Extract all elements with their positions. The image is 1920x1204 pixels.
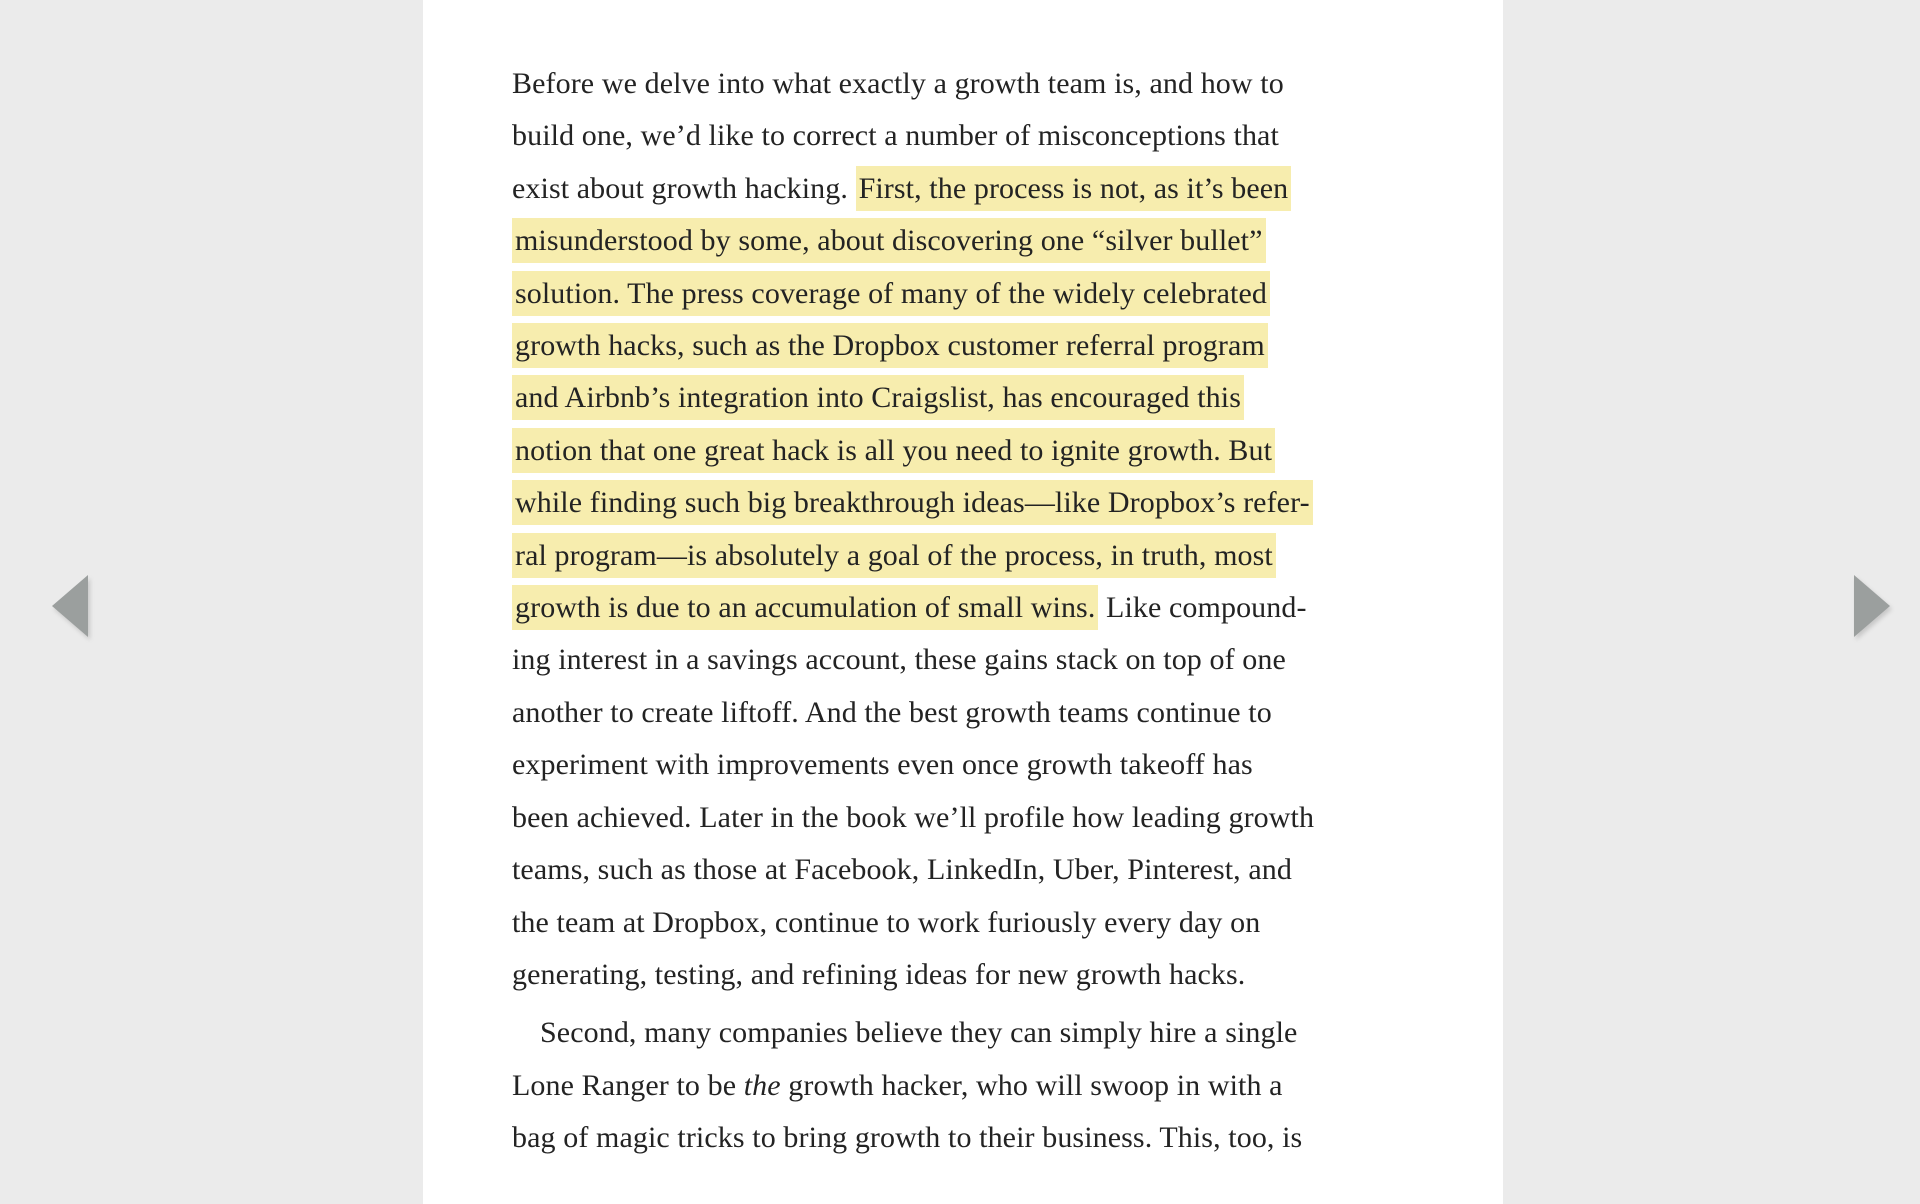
- page-text: [512, 58, 1467, 1165]
- text-line: [512, 110, 1467, 162]
- body-text: the team at Dropbox, continue to work furiously every day on: [512, 905, 1261, 939]
- text-line: [512, 582, 1467, 634]
- text-line: [512, 739, 1467, 791]
- text-line: [512, 372, 1467, 424]
- body-text: generating, testing, and refining ideas for new growth hacks.: [512, 957, 1246, 991]
- text-line: [512, 530, 1467, 582]
- body-text: bag of magic tricks to bring growth to their business. This, too, is: [512, 1121, 1303, 1155]
- body-text: exist about growth hacking.: [512, 171, 856, 205]
- text-line: [512, 268, 1467, 320]
- body-text: been achieved. Later in the book we’ll profile how leading growth: [512, 800, 1315, 834]
- body-text: growth hacker, who will swoop in with a: [780, 1068, 1283, 1102]
- highlighted-text[interactable]: solution. The press coverage of many of the widely celebrated: [512, 271, 1270, 316]
- highlighted-text[interactable]: growth is due to an accumulation of small wins.: [512, 585, 1098, 630]
- body-text: ing interest in a savings account, these gains stack on top of one: [512, 643, 1286, 677]
- paragraph: [512, 1007, 1467, 1164]
- body-text: experiment with improvements even once growth takeoff has: [512, 748, 1253, 782]
- highlighted-text[interactable]: while finding such big breakthrough ideas—like Dropbox’s refer-: [512, 480, 1313, 525]
- text-line: [512, 1060, 1467, 1112]
- book-page: [423, 0, 1503, 1204]
- text-line: [512, 425, 1467, 477]
- body-text: Second, many companies believe they can simply hire a single: [540, 1016, 1298, 1050]
- next-arrow-icon: [1854, 575, 1890, 637]
- body-text: build one, we’d like to correct a number of misconceptions that: [512, 119, 1279, 153]
- text-line: [512, 1007, 1467, 1059]
- prev-arrow-icon: [52, 575, 88, 637]
- body-text: another to create liftoff. And the best growth teams continue to: [512, 695, 1272, 729]
- highlighted-text[interactable]: growth hacks, such as the Dropbox customer referral program: [512, 323, 1268, 368]
- text-line: [512, 634, 1467, 686]
- paragraph: [512, 58, 1467, 1001]
- text-line: [512, 844, 1467, 896]
- text-line: [512, 320, 1467, 372]
- text-line: [512, 477, 1467, 529]
- text-line: [512, 58, 1467, 110]
- text-line: [512, 897, 1467, 949]
- body-text: Before we delve into what exactly a growth team is, and how to: [512, 67, 1284, 100]
- body-text: the: [743, 1068, 781, 1102]
- text-line: [512, 215, 1467, 267]
- next-page-button[interactable]: [1800, 536, 1890, 676]
- body-text: teams, such as those at Facebook, LinkedIn, Uber, Pinterest, and: [512, 853, 1292, 887]
- highlighted-text[interactable]: misunderstood by some, about discovering one “silver bullet”: [512, 218, 1266, 263]
- body-text: Lone Ranger to be: [512, 1068, 744, 1102]
- text-line: [512, 949, 1467, 1001]
- highlighted-text[interactable]: and Airbnb’s integration into Craigslist, has encouraged this: [512, 375, 1244, 420]
- highlighted-text[interactable]: ral program—is absolutely a goal of the process, in truth, most: [512, 533, 1276, 578]
- body-text: Like compound-: [1098, 591, 1307, 625]
- text-line: [512, 792, 1467, 844]
- highlighted-text[interactable]: First, the process is not, as it’s been: [856, 166, 1292, 211]
- text-line: [512, 163, 1467, 215]
- text-line: [512, 687, 1467, 739]
- highlighted-text[interactable]: notion that one great hack is all you need to ignite growth. But: [512, 428, 1275, 473]
- text-line: [512, 1112, 1467, 1164]
- prev-page-button[interactable]: [52, 536, 142, 676]
